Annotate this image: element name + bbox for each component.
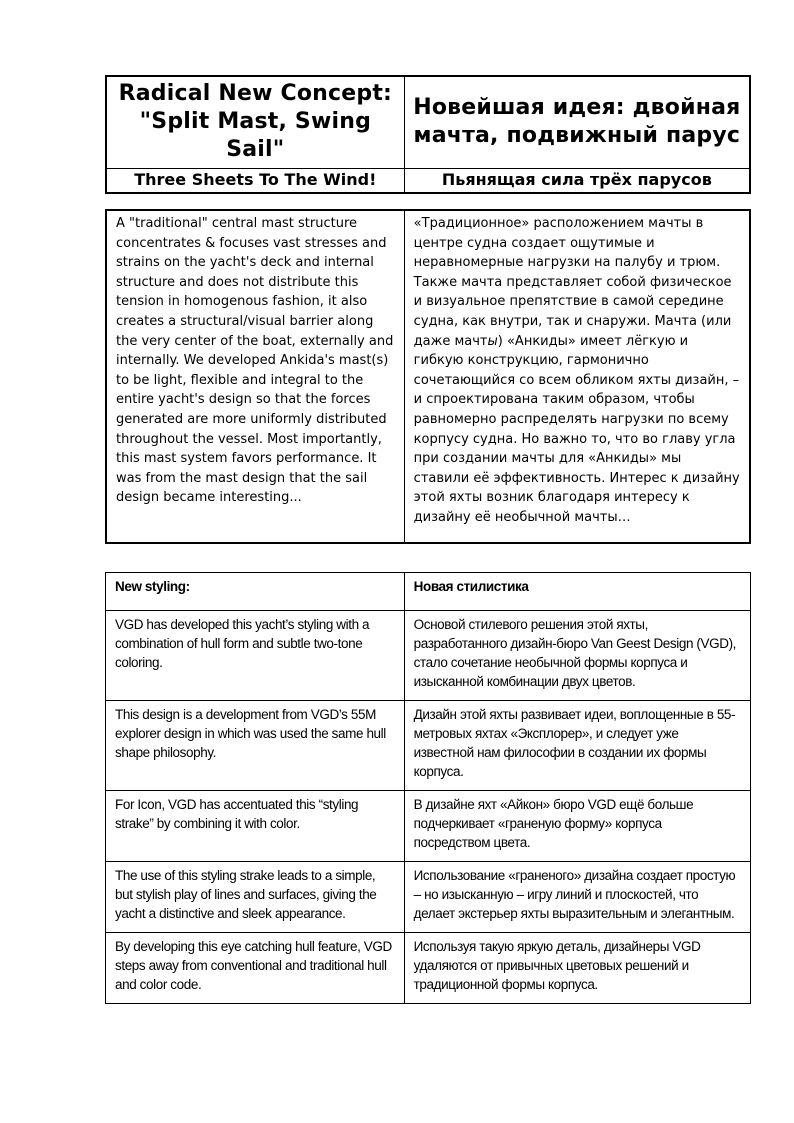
- subtitle-english: Three Sheets To The Wind!: [106, 169, 404, 194]
- styling-table: [105, 572, 751, 1004]
- intro-table: [105, 209, 751, 544]
- title-russian: Новейшая идея: двойная мачта, подвижный парус: [404, 76, 750, 169]
- title-english: Radical New Concept: "Split Mast, Swing Sail": [106, 76, 404, 169]
- intro-english-text: A "traditional" central mast structure concentrates & focuses vast stresses and strains on the yacht's deck and internal structure and does not distribute this tension in homogenous fashion, it also creates a structural/visual barrier along the very center of the boat, externally and internally. We developed Ankida's mast(s) to be light, flexible and integral to the entire yacht's design so that the forces generated are more uniformly distributed throughout the vessel. Most importantly, this mast system favors performance. It was from the mast design that the sail design became interesting...: [116, 216, 394, 506]
- styling-header-english: New styling:: [106, 572, 405, 610]
- subtitle-row: [106, 169, 750, 194]
- styling-cell-english: By developing this eye catching hull feature, VGD steps away from conventional and traditional hull and color code.: [106, 932, 405, 1003]
- intro-row: [106, 210, 750, 543]
- styling-cell-english: VGD has developed this yacht’s styling with a combination of hull form and subtle two-tone coloring.: [106, 610, 405, 700]
- styling-cell-russian: Основой стилевого решения этой яхты, разработанного дизайн-бюро Van Geest Design (VGD), стало сочетание необычной формы корпуса и изысканной комбинации двух цветов.: [404, 610, 750, 700]
- table-row: [106, 861, 751, 932]
- subtitle-russian: Пьянящая сила трёх парусов: [404, 169, 750, 194]
- intro-paragraph-russian: [404, 210, 750, 543]
- styling-cell-english: For Icon, VGD has accentuated this “styling strake” by combining it with color.: [106, 790, 405, 861]
- document-content: [105, 75, 751, 1004]
- intro-russian-italic-letter: ы: [487, 333, 498, 349]
- header-table: [105, 75, 751, 194]
- intro-paragraph-english: [106, 210, 404, 543]
- styling-cell-russian: Используя такую яркую деталь, дизайнеры VGD удаляются от привычных цветовых решений и традиционной формы корпуса.: [404, 932, 750, 1003]
- styling-header-russian: Новая стилистика: [404, 572, 750, 610]
- intro-russian-text-part1: «Традиционное» расположением мачты в центре судна создает ощутимые и неравномерные нагрузки на палубу и трюм. Также мачта представляет собой физическое и визуальное препятствие в самой середине судна, как внутри, так и снаружи. Мачта (или даже мачт: [413, 216, 732, 349]
- table-row: [106, 790, 751, 861]
- styling-cell-english: The use of this styling strake leads to a simple, but stylish play of lines and surfaces, giving the yacht a distinctive and sleek appearance.: [106, 861, 405, 932]
- styling-cell-russian: В дизайне яхт «Айкон» бюро VGD ещё больше подчеркивает «граненую форму» корпуса посредством цвета.: [404, 790, 750, 861]
- styling-cell-english: This design is a development from VGD’s 55M explorer design in which was used the same hull shape philosophy.: [106, 700, 405, 790]
- table-row: [106, 700, 751, 790]
- styling-cell-russian: Использование «граненого» дизайна создает простую – но изысканную – игру линий и плоскостей, что делает экстерьер яхты выразительным и элегантным.: [404, 861, 750, 932]
- intro-russian-text-part2: ) «Анкиды» имеет лёгкую и гибкую конструкцию, гармонично сочетающийся со всем обликом яхты дизайн, – и спроектирована таким образом, чтобы равномерно распределять нагрузки по всему корпусу судна. Но важно то, что во главу угла при создании мачты для «Анкиды» мы ставили её эффективность. Интерес к дизайну этой яхты возник благодаря интересу к дизайну её необычной мачты…: [413, 333, 740, 525]
- table-row: [106, 610, 751, 700]
- table-row: [106, 932, 751, 1003]
- styling-cell-russian: Дизайн этой яхты развивает идеи, воплощенные в 55-метровых яхтах «Эксплорер», и следует уже известной нам философии в создании их формы корпуса.: [404, 700, 750, 790]
- title-row: [106, 76, 750, 169]
- styling-header-row: [106, 572, 751, 610]
